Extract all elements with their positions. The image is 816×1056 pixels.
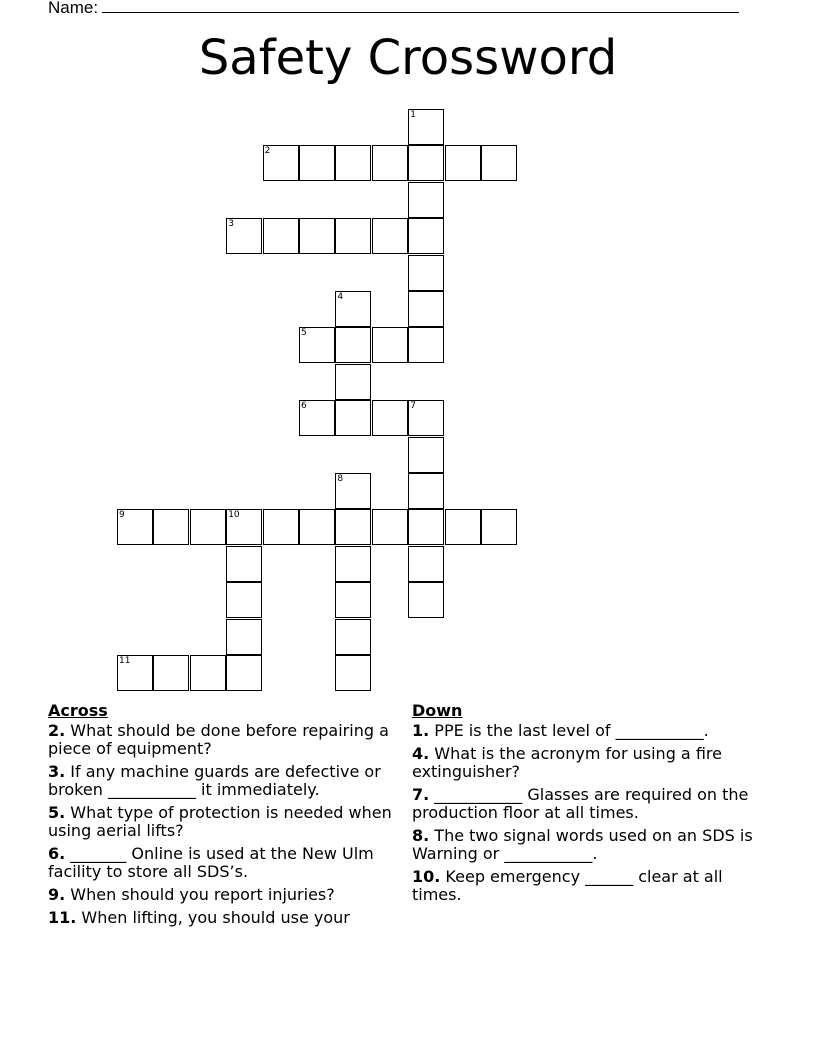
clue-text: PPE is the last level of ___________. [429, 721, 709, 740]
grid-cell[interactable] [299, 509, 335, 545]
clue-number: 3. [48, 762, 66, 781]
clue-item [48, 722, 393, 758]
grid-cell[interactable] [117, 655, 153, 691]
clue-number: 1 [410, 110, 416, 120]
grid-cell[interactable] [408, 109, 444, 145]
name-label: Name: [48, 0, 99, 17]
grid-cell[interactable] [335, 218, 371, 254]
clue-text: What type of protection is needed when using aerial lifts? [48, 803, 392, 840]
grid-cell[interactable] [335, 400, 371, 436]
grid-cell[interactable] [445, 145, 481, 181]
clue-text: Keep emergency ______ clear at all times. [412, 867, 723, 904]
down-clue-list [412, 722, 757, 904]
clue-item [48, 909, 393, 927]
clue-number: 11. [48, 908, 77, 927]
grid-cell[interactable] [408, 218, 444, 254]
clue-text: When lifting, you should use your [76, 908, 350, 927]
clue-item [412, 786, 757, 822]
clue-number: 8 [337, 474, 344, 484]
grid-cell[interactable] [408, 182, 444, 218]
clue-number: 9. [48, 885, 66, 904]
grid-cell[interactable] [226, 509, 262, 545]
grid-cell[interactable] [263, 509, 299, 545]
clue-number: 9 [119, 510, 125, 521]
clue-item [412, 868, 757, 904]
clue-number: 5. [48, 803, 66, 822]
grid-cell[interactable] [408, 509, 444, 545]
clue-number: 7. [412, 785, 430, 804]
grid-cell[interactable] [335, 327, 371, 363]
grid-cell[interactable] [335, 582, 371, 618]
grid-cell[interactable] [153, 509, 189, 545]
clue-text: What should be done before repairing a piece of equipment? [48, 721, 389, 758]
down-clues [412, 702, 757, 909]
clue-number: 7 [410, 401, 416, 412]
clue-item [412, 722, 757, 740]
grid-cell[interactable] [408, 546, 444, 582]
grid-cell[interactable] [226, 546, 262, 582]
grid-cell[interactable] [335, 473, 371, 509]
clue-item [48, 804, 393, 840]
clue-number: 10 [228, 510, 240, 521]
grid-cell[interactable] [408, 255, 444, 291]
grid-cell[interactable] [263, 145, 299, 181]
grid-cell[interactable] [408, 473, 444, 509]
clue-number: 6. [48, 844, 66, 863]
clue-text: What is the acronym for using a fire extinguisher? [412, 744, 722, 781]
grid-cell[interactable] [408, 327, 444, 363]
down-heading: Down [412, 701, 463, 720]
clue-number: 4 [337, 292, 344, 302]
grid-cell[interactable] [372, 327, 408, 363]
across-clue-list [48, 722, 393, 927]
clue-item [412, 827, 757, 863]
grid-cell[interactable] [226, 582, 262, 618]
grid-cell[interactable] [445, 509, 481, 545]
grid-cell[interactable] [299, 327, 335, 363]
grid-cell[interactable] [117, 509, 153, 545]
across-clues [48, 702, 393, 932]
clue-number: 5 [301, 328, 307, 339]
clue-text: When should you report injuries? [65, 885, 335, 904]
grid-cell[interactable] [299, 218, 335, 254]
grid-cell[interactable] [153, 655, 189, 691]
clue-number: 11 [119, 656, 131, 666]
clue-item [48, 886, 393, 904]
grid-cell[interactable] [226, 655, 262, 691]
clue-text: If any machine guards are defective or broken ___________ it immediately. [48, 762, 381, 799]
clue-number: 10. [412, 867, 441, 886]
grid-cell[interactable] [408, 400, 444, 436]
grid-cell[interactable] [372, 145, 408, 181]
grid-cell[interactable] [408, 437, 444, 473]
grid-cell[interactable] [408, 291, 444, 327]
clue-text: _______ Online is used at the New Ulm facility to store all SDS’s. [48, 844, 374, 881]
grid-cell[interactable] [372, 509, 408, 545]
clue-text: The two signal words used on an SDS is Warning or ___________. [412, 826, 753, 863]
clue-number: 1. [412, 721, 430, 740]
grid-cell[interactable] [335, 145, 371, 181]
grid-cell[interactable] [408, 145, 444, 181]
grid-cell[interactable] [190, 655, 226, 691]
grid-cell[interactable] [335, 655, 371, 691]
grid-cell[interactable] [226, 218, 262, 254]
clue-number: 2. [48, 721, 66, 740]
grid-cell[interactable] [299, 145, 335, 181]
clue-number: 3 [228, 219, 234, 230]
grid-cell[interactable] [226, 619, 262, 655]
clue-number: 2 [264, 146, 271, 157]
grid-cell[interactable] [372, 400, 408, 436]
grid-cell[interactable] [263, 218, 299, 254]
clue-number: 8. [412, 826, 430, 845]
clue-item [412, 745, 757, 781]
clue-item [48, 763, 393, 799]
grid-cell[interactable] [372, 218, 408, 254]
across-heading: Across [48, 701, 108, 720]
grid-cell[interactable] [335, 509, 371, 545]
grid-cell[interactable] [335, 291, 371, 327]
page-title: Safety Crossword [198, 30, 618, 86]
grid-cell[interactable] [481, 509, 517, 545]
clue-number: 6 [301, 401, 307, 412]
clue-item [48, 845, 393, 881]
grid-cell[interactable] [335, 619, 371, 655]
grid-cell[interactable] [335, 546, 371, 582]
grid-cell[interactable] [408, 582, 444, 618]
clue-number: 4. [412, 744, 430, 763]
grid-cell[interactable] [481, 145, 517, 181]
clue-text: ___________ Glasses are required on the production floor at all times. [412, 785, 749, 822]
grid-cell[interactable] [299, 400, 335, 436]
grid-cell[interactable] [335, 364, 371, 400]
grid-cell[interactable] [190, 509, 226, 545]
